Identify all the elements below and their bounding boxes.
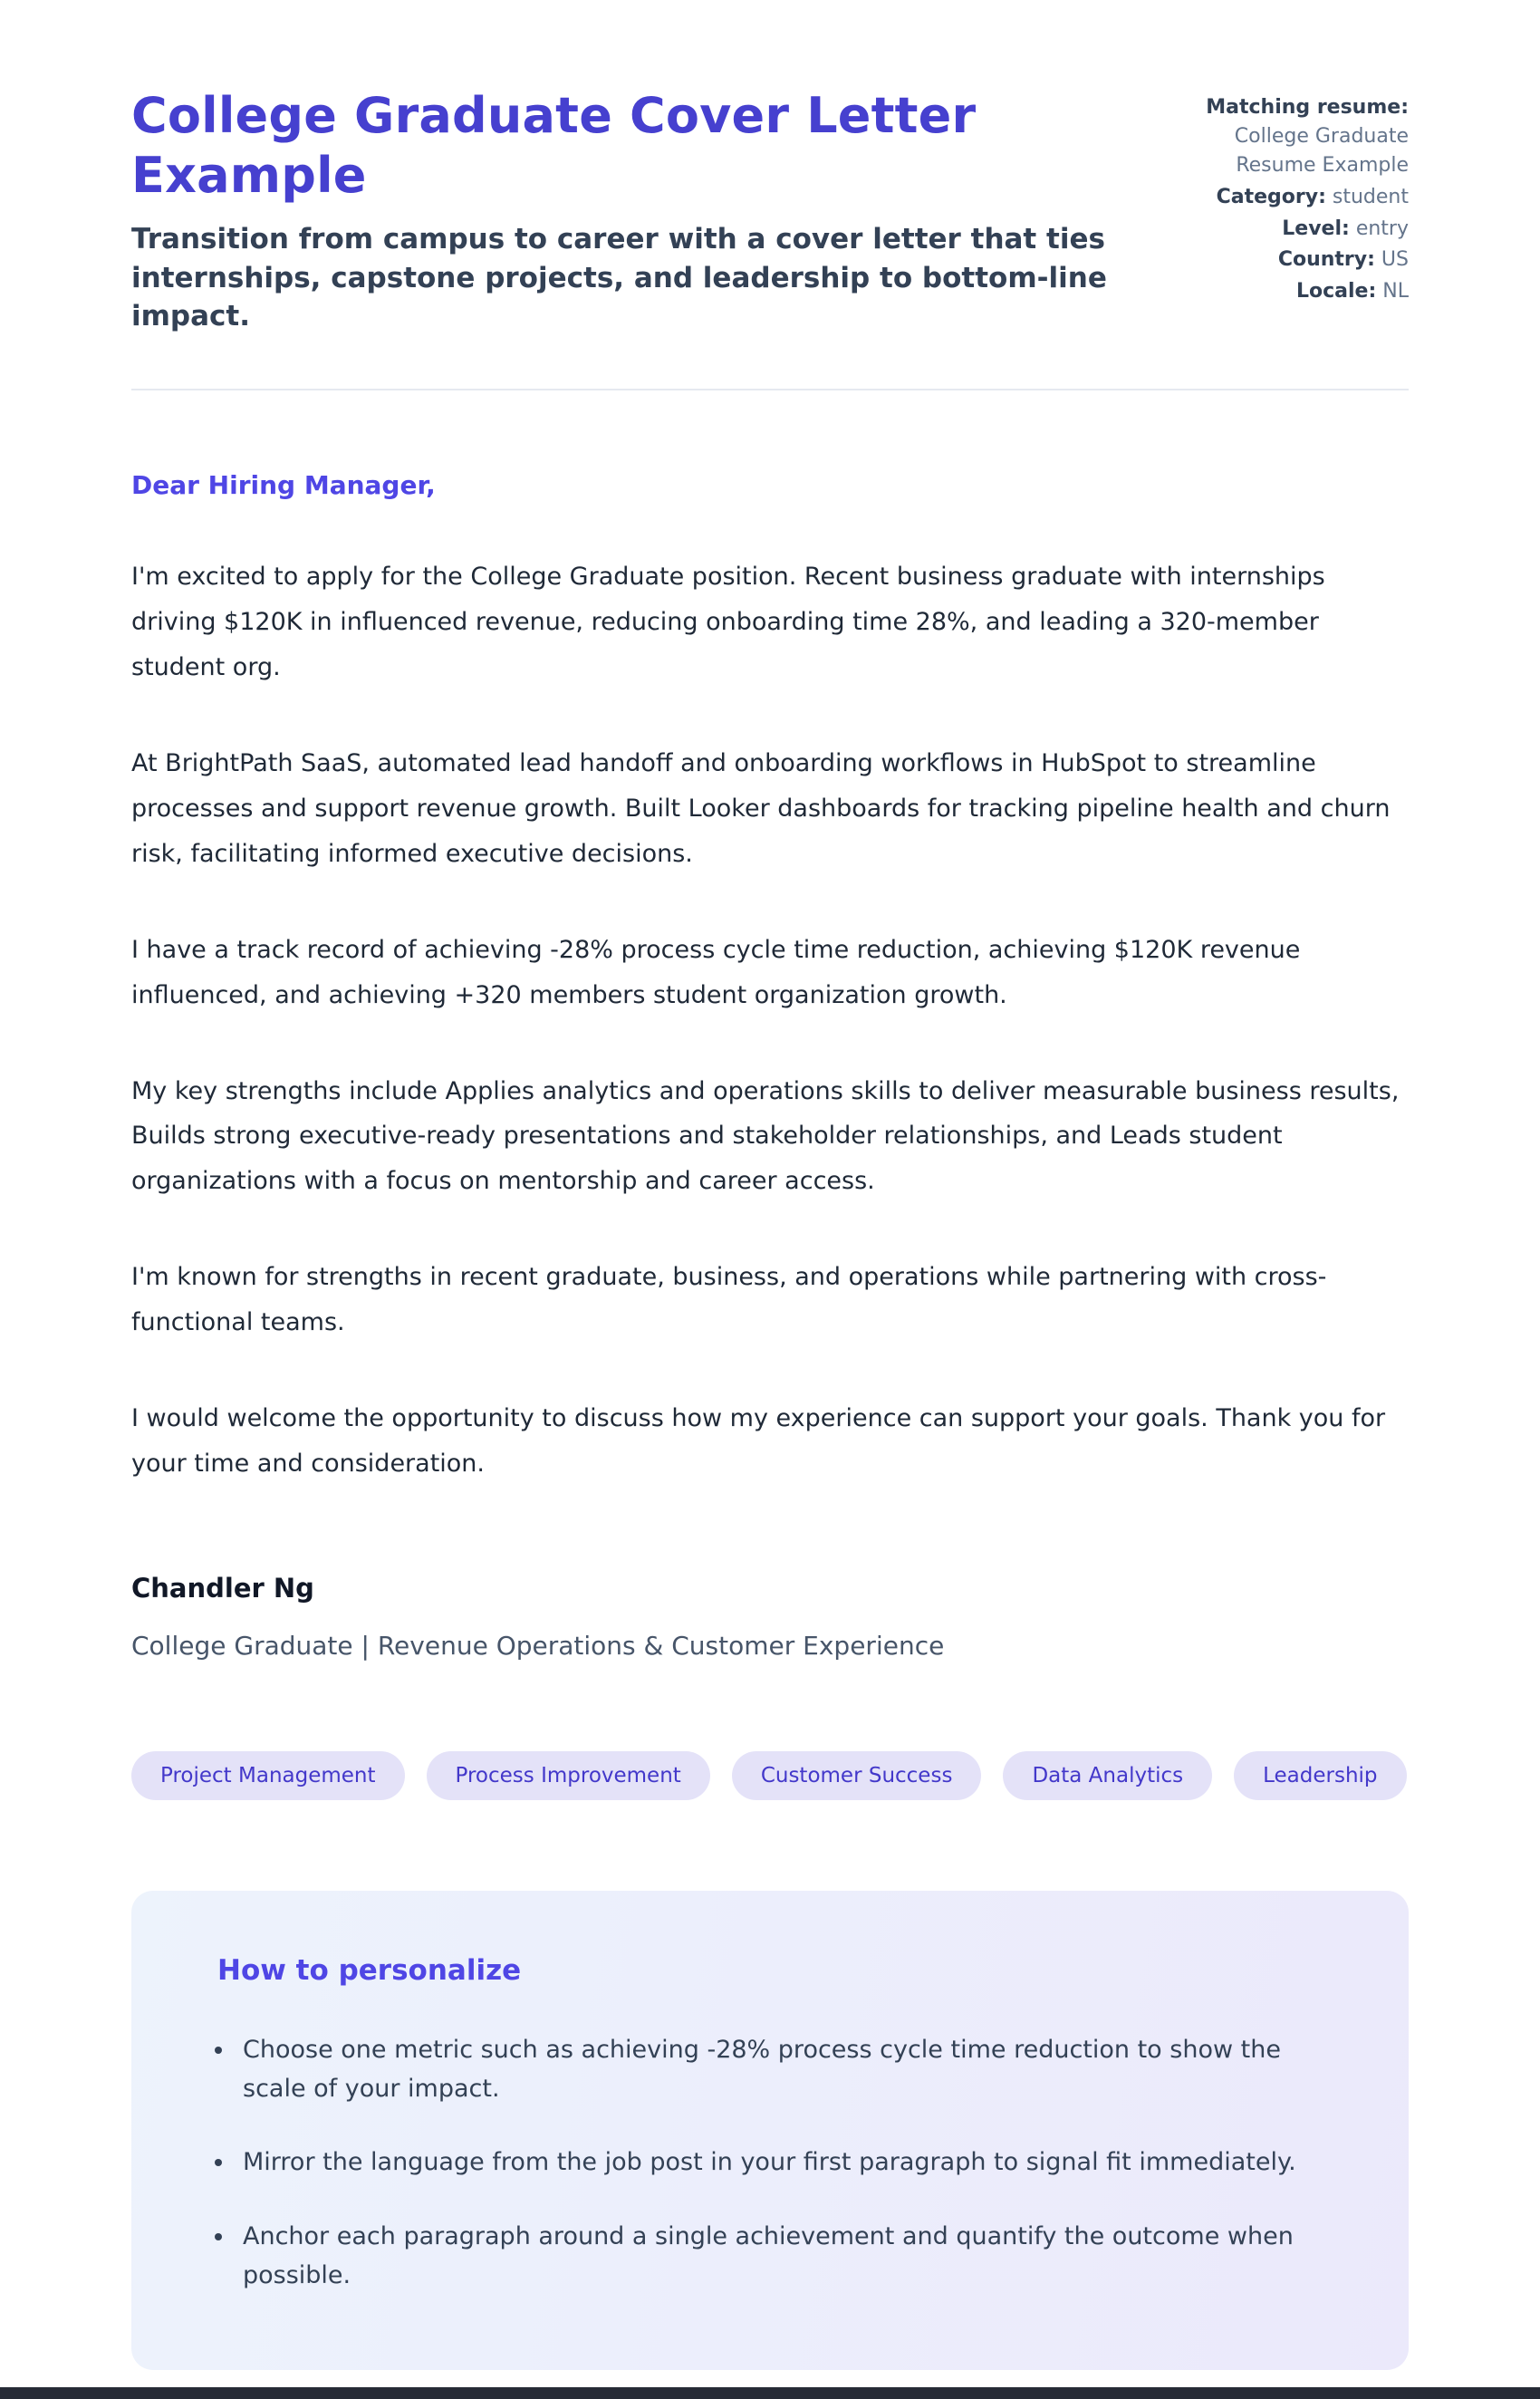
letter-paragraph: I would welcome the opportunity to discuss how my experience can support your goals. Thank you for your time and consideration. (131, 1404, 1386, 1479)
letter-paragraph: At BrightPath SaaS, automated lead handoff and onboarding workflows in HubSpot to streamline processes and support revenue growth. Built Looker dashboards for tracking pipeline health and churn risk, facilitating informed executive decisions. (131, 748, 1391, 868)
meta-category (1166, 183, 1409, 212)
meta-value: NL (1382, 280, 1409, 303)
meta-value: entry (1355, 217, 1409, 240)
letter-paragraph: My key strengths include Applies analytics and operations skills to deliver measurable business results, Builds strong executive-ready presentations and stakeholder relationships, and Leads student organizations with a focus on mentorship and career access. (131, 1076, 1400, 1196)
salutation: Dear Hiring Manager, (131, 470, 436, 501)
letter-paragraph: I have a track record of achieving -28% process cycle time reduction, achieving $120K revenue influenced, and achieving +320 members student organization growth. (131, 935, 1301, 1009)
header (131, 86, 1409, 336)
meta-label: Locale: (1296, 280, 1377, 303)
tag-pill-data-analytics[interactable]: Data Analytics (1003, 1751, 1212, 1800)
meta-label: Category: (1216, 185, 1326, 208)
personalize-bullet: • Anchor each paragraph around a single achievement and quantify the outcome when possible. (236, 2217, 1327, 2295)
personalize-bullet: • Mirror the language from the job post in your first paragraph to signal fit immediately. (236, 2143, 1327, 2182)
content-container (131, 0, 1409, 2387)
page-title: College Graduate Cover Letter Example (131, 87, 977, 204)
signature-title: College Graduate | Revenue Operations & Customer Experience (131, 1631, 945, 1662)
resume-meta (1166, 86, 1409, 336)
tag-pill-leadership[interactable]: Leadership (1234, 1751, 1406, 1800)
page-subtitle: Transition from campus to career with a cover letter that ties internships, capstone projects, and leadership to bottom-line impact. (131, 222, 1107, 333)
meta-label: Country: (1277, 248, 1375, 272)
tag-list (131, 1751, 1409, 1800)
meta-matching-resume (1166, 93, 1409, 180)
footer-strip (0, 2387, 1540, 2399)
header-divider (131, 389, 1409, 390)
personalize-title: How to personalize (217, 1954, 522, 1988)
personalize-card (131, 1891, 1409, 2370)
meta-locale (1166, 277, 1409, 306)
header-text-block (131, 86, 1119, 336)
meta-level (1166, 215, 1409, 244)
letter-paragraph: I'm known for strengths in recent graduate, business, and operations while partnering with cross-functional teams. (131, 1263, 1327, 1337)
personalize-bullet: • Choose one metric such as achieving -28% process cycle time reduction to show the scale of your impact. (236, 2030, 1327, 2108)
signature-name: Chandler Ng (131, 1573, 314, 1604)
meta-label: Matching resume: (1206, 96, 1409, 119)
meta-label: Level: (1282, 217, 1350, 240)
meta-value: College Graduate Resume Example (1234, 124, 1409, 177)
meta-value: US (1381, 248, 1409, 272)
meta-country (1166, 246, 1409, 275)
tag-pill-customer-success[interactable]: Customer Success (732, 1751, 982, 1800)
meta-value: student (1332, 185, 1409, 208)
letter-body (131, 554, 1409, 1487)
letter-paragraph: I'm excited to apply for the College Graduate position. Recent business graduate with internships driving $120K in influenced revenue, reducing onboarding time 28%, and leading a 320-member student org. (131, 563, 1325, 681)
tag-pill-project-management[interactable]: Project Management (131, 1751, 405, 1800)
personalize-list (186, 2030, 1327, 2295)
tag-pill-process-improvement[interactable]: Process Improvement (427, 1751, 710, 1800)
